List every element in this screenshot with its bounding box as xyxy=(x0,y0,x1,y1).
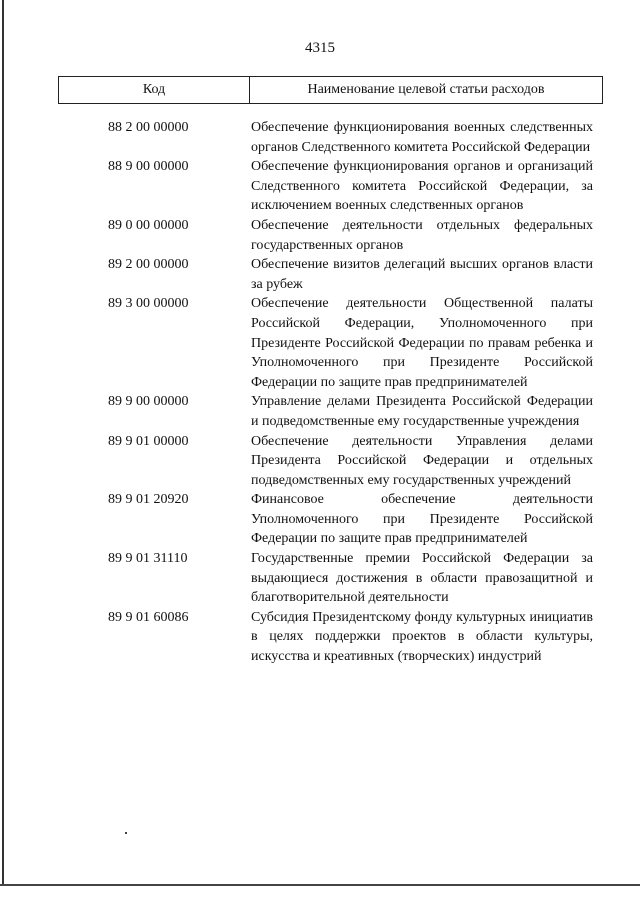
table-body xyxy=(0,118,640,667)
table-row xyxy=(0,608,640,667)
row-code: 89 9 01 60086 xyxy=(108,609,189,625)
table-row xyxy=(0,294,640,392)
row-description: Финансовое обеспечение деятельности Уполномоченного при Президенте Российской Федерации по защите прав предпринимателей xyxy=(251,492,593,547)
row-description: Обеспечение функционирования органов и организаций Следственного комитета Российской Федерации, за исключением военных следственных органов xyxy=(251,159,593,214)
table-row xyxy=(0,118,640,157)
row-description: Управление делами Президента Российской Федерации и подведомственные ему государственные учреждения xyxy=(251,394,593,429)
row-code: 89 9 01 00000 xyxy=(108,433,189,449)
row-description: Государственные премии Российской Федерации за выдающиеся достижения в области правозащитной и благотворительной деятельности xyxy=(251,551,593,606)
row-code: 88 9 00 00000 xyxy=(108,159,189,175)
table-row xyxy=(0,216,640,255)
row-code: 89 2 00 00000 xyxy=(108,257,189,273)
row-description: Обеспечение деятельности Общественной палаты Российской Федерации, Уполномоченного при Президенте Российской Федерации по правам ребенка и Уполномоченного при Президенте Российской Федерации по защите прав предпринимателей xyxy=(251,296,593,390)
page-bottom-edge xyxy=(0,884,640,886)
row-description: Обеспечение деятельности отдельных федеральных государственных органов xyxy=(251,217,593,253)
row-description: Обеспечение визитов делегаций высших органов власти за рубеж xyxy=(251,257,593,292)
header-name: Наименование целевой статьи расходов xyxy=(307,82,545,97)
row-description: Субсидия Президентскому фонду культурных инициатив в целях поддержки проектов в области культуры, искусства и креативных (творческих) индустрий xyxy=(251,609,593,665)
scan-speck xyxy=(125,832,127,834)
row-code: 88 2 00 00000 xyxy=(108,120,189,135)
row-code: 89 3 00 00000 xyxy=(108,296,189,312)
table-row xyxy=(0,490,640,549)
row-code: 89 0 00 00000 xyxy=(108,217,189,233)
header-code: Код xyxy=(59,77,250,103)
page-number: 4315 xyxy=(305,40,335,56)
table-row xyxy=(0,255,640,294)
row-description: Обеспечение деятельности Управления делами Президента Российской Федерации и отдельных подведомственных ему государственных учреждений xyxy=(251,433,593,488)
table-header xyxy=(58,76,603,104)
row-code: 89 9 00 00000 xyxy=(108,394,189,410)
table-row xyxy=(0,432,640,491)
row-description: Обеспечение функционирования военных следственных органов Следственного комитета Российской Федерации xyxy=(251,120,593,155)
row-code: 89 9 01 31110 xyxy=(108,551,188,567)
table-row xyxy=(0,157,640,216)
row-code: 89 9 01 20920 xyxy=(108,492,189,508)
table-row xyxy=(0,392,640,431)
table-row xyxy=(0,549,640,608)
